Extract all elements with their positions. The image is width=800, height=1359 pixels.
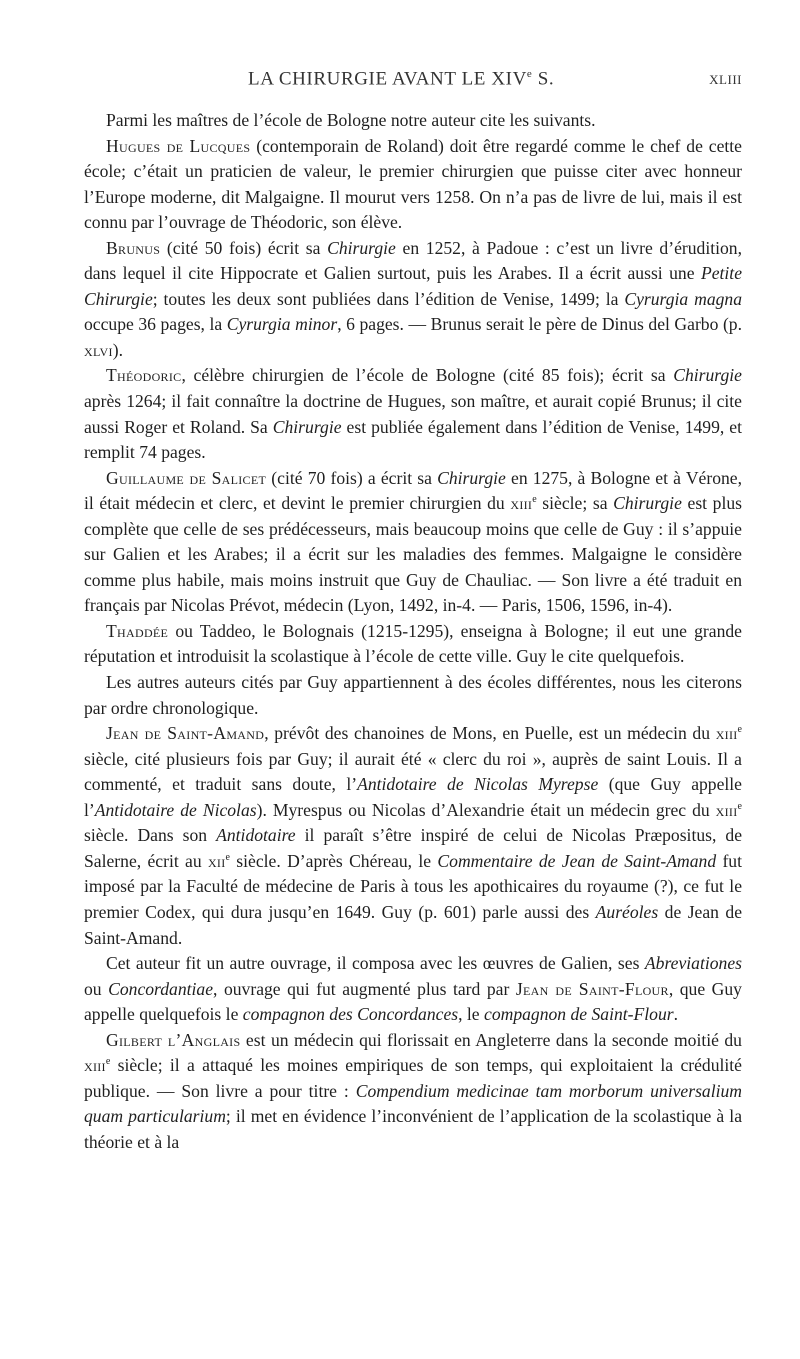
italic-text: Cyrurgia magna xyxy=(624,288,743,309)
italic-text: Chirurgie xyxy=(327,237,396,258)
text-segment: siècle; il a attaqué les moines empiriques de son temps, qui exploitaient la crédulité publique. — Son livre a pour titre : xyxy=(84,1055,742,1101)
paragraph xyxy=(84,1028,742,1156)
text-segment: , prévôt des chanoines de Mons, en Puelle, est un médecin du xyxy=(264,723,716,744)
superscript-text: e xyxy=(737,724,742,736)
paragraph xyxy=(84,108,742,134)
italic-text: Concordantiae xyxy=(108,978,214,999)
text-segment: il paraît s’être inspiré de celui de Nicolas Præpositus, de Salerne, écrit au xyxy=(84,825,743,871)
italic-text: Cyrurgia minor xyxy=(226,314,338,335)
text-segment: (que Guy appelle l’ xyxy=(84,774,742,820)
text-segment: de Jean de Saint-Amand. xyxy=(84,901,742,948)
paragraph xyxy=(84,134,742,236)
text-segment: occupe 36 pages, la xyxy=(84,314,227,335)
text-segment: siècle, cité plusieurs fois par Guy; il aurait été « clerc du roi », auprès de saint Louis. Il a commenté, et traduit sans doute, l’ xyxy=(84,748,742,795)
text-segment: Cet auteur fit un autre ouvrage, il composa avec les œuvres de Galien, ses xyxy=(106,953,645,974)
italic-text: Antidotaire de Nicolas xyxy=(94,799,257,820)
small-caps-text: xiii xyxy=(715,799,738,820)
paragraph xyxy=(84,721,742,951)
text-segment: (contemporain de Roland) doit être regardé comme le chef de cette école; c’était un praticien de valeur, le premier chirurgien que puisse citer avec honneur l’Europe moderne, dit Malgaigne. Il mourut vers 1258. On n’a pas de livre de lui, mais il est connu par l’ouvrage de Théodoric, son élève. xyxy=(84,135,742,233)
text-segment: siècle; sa xyxy=(536,493,614,514)
text-segment: ou Taddeo, le Bolognais (1215-1295), enseigna à Bologne; il eut une grande réputation et introduisit la scolastique à l’école de cette ville. Guy le cite quelquefois. xyxy=(84,620,742,667)
text-segment: ). xyxy=(112,339,124,360)
italic-text: Chirurgie xyxy=(613,493,682,514)
superscript-text: e xyxy=(105,1056,111,1068)
italic-text: Abreviationes xyxy=(644,953,742,974)
text-segment: , le xyxy=(458,1004,485,1025)
text-segment: ; il met en évidence l’inconvénient de l’application de la scolastique à la théorie et à la xyxy=(84,1106,742,1152)
text-segment: Parmi les maîtres de l’école de Bologne notre auteur cite les suivants. xyxy=(106,110,596,130)
paragraph xyxy=(84,670,742,721)
small-caps-text: xii xyxy=(207,850,226,871)
small-caps-text: Jean de Saint-Amand xyxy=(106,723,265,744)
italic-text: compagnon de Saint-Flour xyxy=(484,1004,674,1025)
paragraph xyxy=(84,466,742,619)
italic-text: Petite Chirurgie xyxy=(84,263,742,309)
text-segment: , que Guy appelle quelquefois le xyxy=(84,978,742,1025)
small-caps-text: xiii xyxy=(715,723,738,744)
italic-text: Auréoles xyxy=(595,901,659,922)
text-segment: (cité 70 fois) a écrit sa xyxy=(266,467,438,488)
text-segment: ou xyxy=(84,978,109,999)
italic-text: Antidotaire de Nicolas Myrepse xyxy=(357,774,599,795)
superscript-text: e xyxy=(225,852,230,863)
text-segment: est plus complète que celle de ses prédécesseurs, mais beaucoup moins que celle de Guy : il s’appuie sur Galien et les Arabes; il a écrit sur les maladies des femmes. Malgaigne le considère comme plus habile, mais moins instruit que Guy de Chauliac. — Son livre a été traduit en français par Nicolas Prévot, médecin (Lyon, 1492, in-4. — Paris, 1506, 1596, in-4). xyxy=(84,493,742,616)
small-caps-text: xlvi xyxy=(84,339,113,360)
paragraph xyxy=(84,619,742,670)
small-caps-text: Gilbert l’Anglais xyxy=(106,1029,241,1050)
page-number: XLIII xyxy=(709,72,742,87)
italic-text: Compendium medicinae tam morborum universalium quam particularium xyxy=(84,1080,742,1127)
text-segment: siècle. Dans son xyxy=(84,825,217,846)
small-caps-text: Théodoric xyxy=(106,365,182,386)
small-caps-text: Guillaume de Salicet xyxy=(106,467,267,488)
italic-text: Antidotaire xyxy=(216,825,296,846)
body-text xyxy=(84,108,742,1155)
text-segment: après 1264; il fait connaître la doctrine de Hugues, son maître, et aurait copié Brunus; il cite aussi Roger et Roland. Sa xyxy=(84,391,742,437)
text-segment: ). Myrespus ou Nicolas d’Alexandrie était un médecin grec du xyxy=(256,799,716,820)
small-caps-text: xiii xyxy=(510,493,533,514)
italic-text: Chirurgie xyxy=(437,467,506,488)
running-head-title: LA CHIRURGIE AVANT LE XIVe S. xyxy=(248,68,555,90)
text-segment: , ouvrage qui fut augmenté plus tard par xyxy=(213,978,516,999)
text-segment: est un médecin qui florissait en Angleterre dans la seconde moitié du xyxy=(240,1029,742,1050)
small-caps-text: Thaddée xyxy=(106,620,169,641)
italic-text: compagnon des Concordances xyxy=(242,1004,459,1025)
italic-text: Chirurgie xyxy=(673,365,742,386)
italic-text: Chirurgie xyxy=(272,416,342,437)
text-segment: ; toutes les deux sont publiées dans l’édition de Venise, 1499; la xyxy=(152,288,625,309)
small-caps-text: Jean de Saint-Flour xyxy=(515,978,669,999)
paragraph xyxy=(84,363,742,465)
text-segment: siècle. D’après Chéreau, le xyxy=(229,850,438,871)
text-segment: est publiée également dans l’édition de Venise, 1499, et remplit 74 pages. xyxy=(84,416,742,463)
paragraph xyxy=(84,951,742,1028)
text-segment: , célèbre chirurgien de l’école de Bologne (cité 85 fois); écrit sa xyxy=(181,365,674,386)
text-segment: , 6 pages. — Brunus serait le père de Dinus del Garbo (p. xyxy=(337,314,742,335)
superscript-text: e xyxy=(737,800,742,812)
text-segment: fut imposé par la Faculté de médecine de Paris à tous les apothicaires du royaume (?), ce fut le premier Codex, qui dura jusqu’en 1649. Guy (p. 601) parle aussi des xyxy=(84,850,742,922)
running-head xyxy=(0,68,800,94)
text-segment: Les autres auteurs cités par Guy appartiennent à des écoles différentes, nous les citerons par ordre chronologique. xyxy=(84,672,742,718)
text-segment: en 1275, à Bologne et à Vérone, il était médecin et clerc, et devint le premier chirurgien du xyxy=(84,467,742,514)
small-caps-text: xiii xyxy=(84,1055,106,1076)
paragraph xyxy=(84,236,742,364)
text-segment: (cité 50 fois) écrit sa xyxy=(160,237,328,258)
text-segment: . xyxy=(673,1004,679,1025)
superscript-text: e xyxy=(532,494,537,506)
italic-text: Commentaire de Jean de Saint-Amand xyxy=(437,850,717,871)
small-caps-text: Hugues de Lucques xyxy=(106,135,251,156)
small-caps-text: Brunus xyxy=(106,237,161,258)
text-segment: en 1252, à Padoue : c’est un livre d’érudition, dans lequel il cite Hippocrate et Galien surtout, puis les Arabes. Il a écrit aussi une xyxy=(84,237,742,284)
